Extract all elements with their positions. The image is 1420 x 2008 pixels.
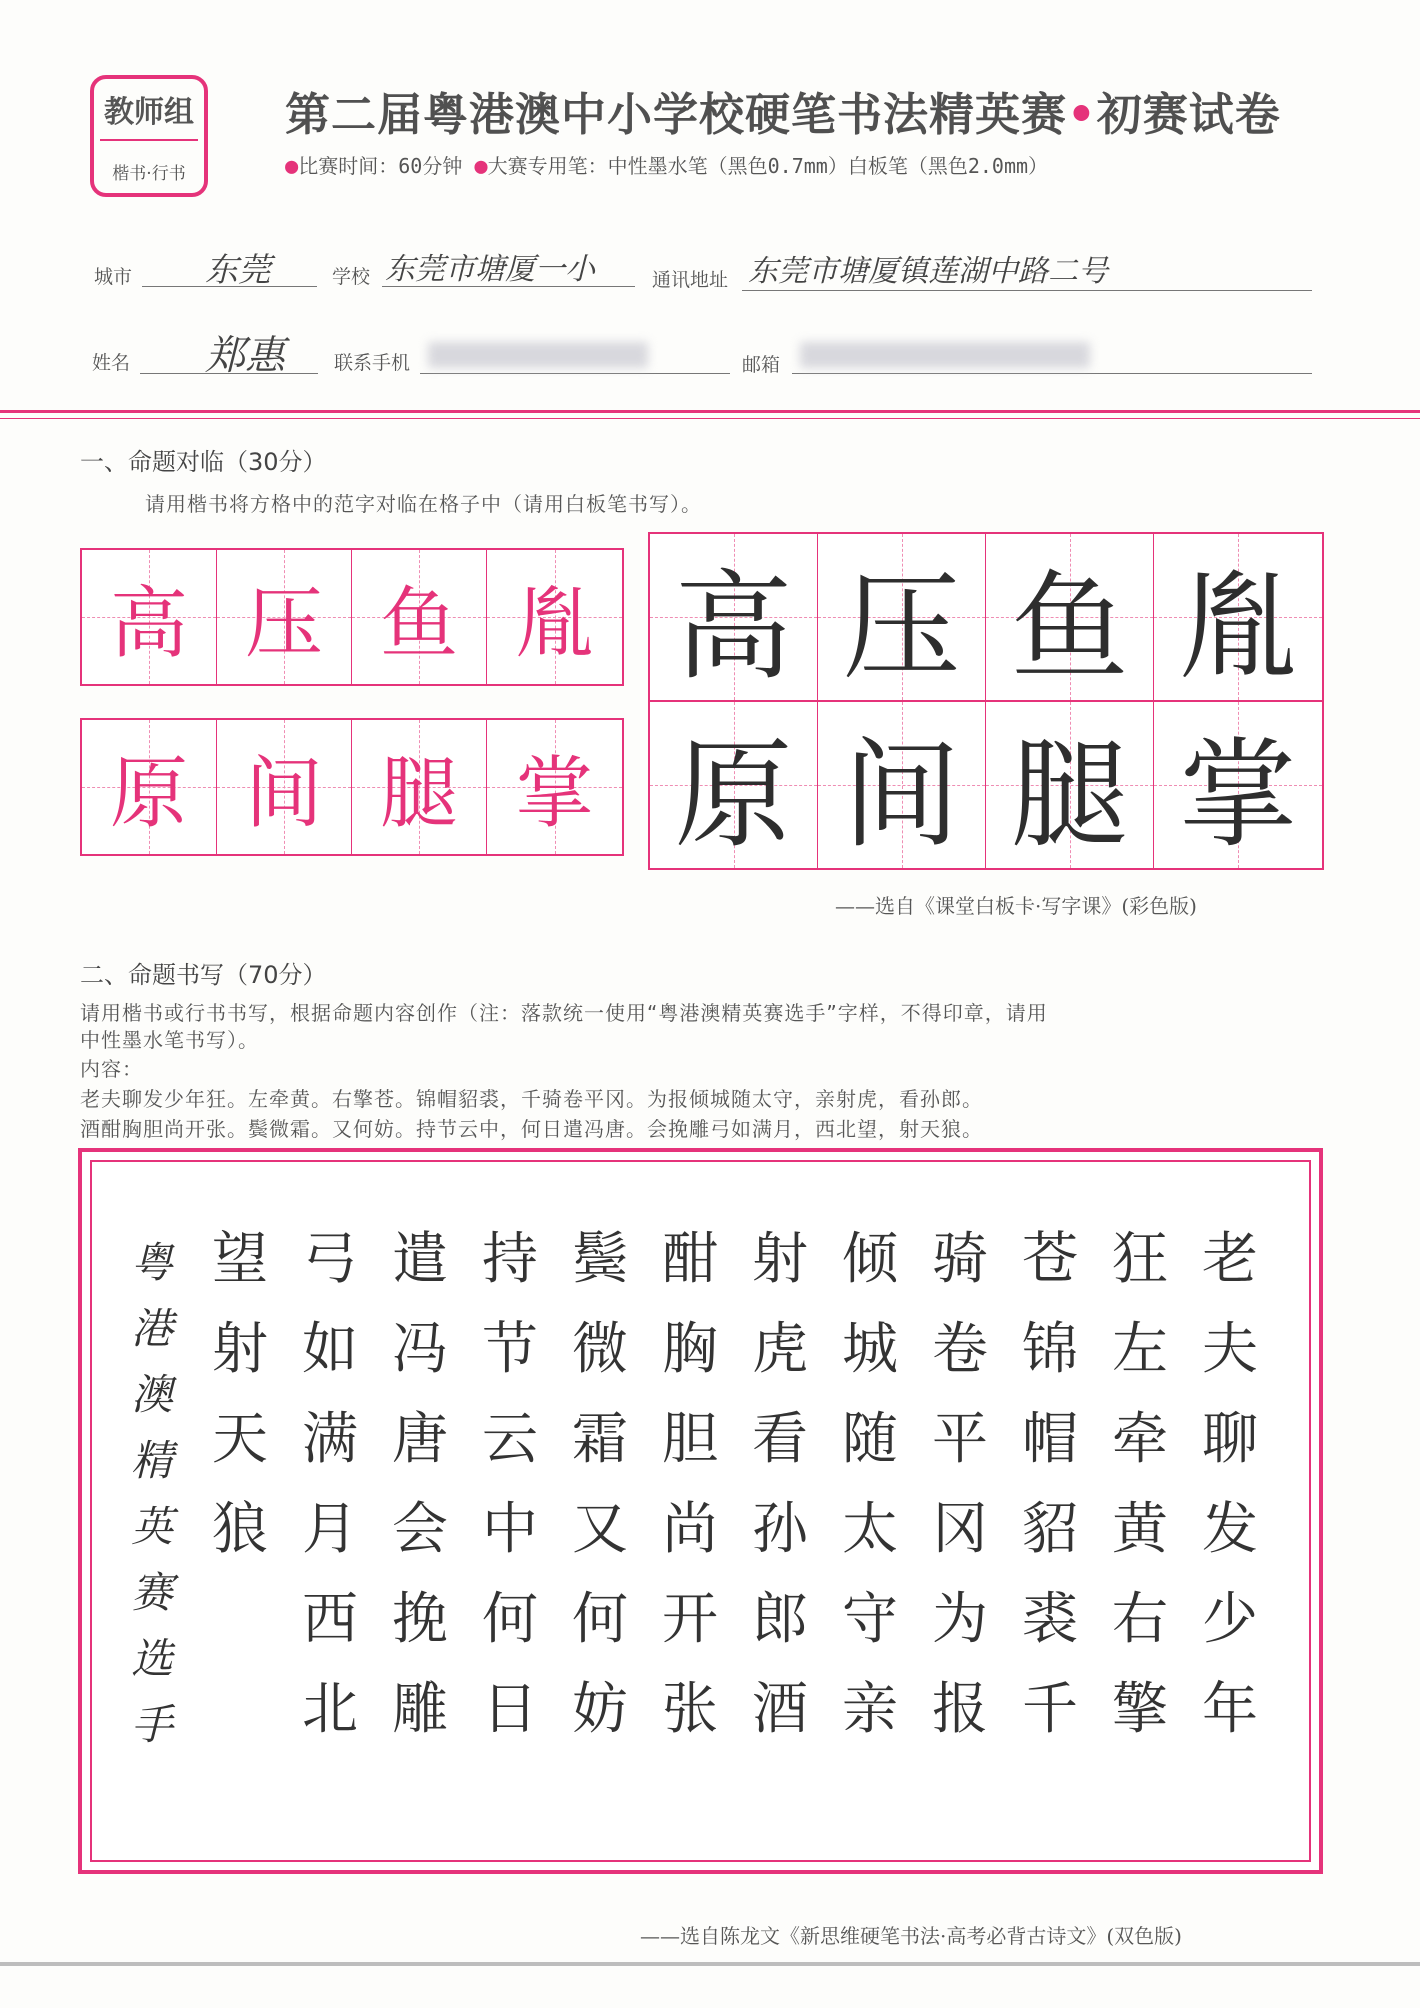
poem-character: 狂 [1112, 1227, 1168, 1292]
poem-character: 酣 [662, 1227, 718, 1292]
poem-character: 唐 [392, 1407, 448, 1472]
poem-character: 又 [572, 1497, 628, 1562]
email-line [792, 373, 1312, 374]
poem-character: 中 [482, 1497, 538, 1562]
title-main: 第二届粤港澳中小学校硬笔书法精英赛 [285, 88, 1068, 141]
poem-character: 西 [302, 1587, 358, 1652]
reference-cell: 压 [217, 550, 352, 684]
poem-column [830, 1215, 910, 1755]
poem-character: 胆 [662, 1407, 718, 1472]
phone-label: 联系手机 [334, 352, 411, 374]
poem-character: 郎 [752, 1587, 808, 1652]
copy-cell[interactable]: 原 [650, 702, 818, 868]
poem-character: 看 [752, 1407, 808, 1472]
poem-character: 持 [482, 1227, 538, 1292]
poem-character: 冯 [392, 1317, 448, 1382]
poem-character: 张 [662, 1677, 718, 1742]
section1-heading: 一、命题对临（30分） [80, 448, 327, 476]
poem-character: 日 [482, 1677, 538, 1742]
poem-character: 如 [302, 1317, 358, 1382]
rule-time: 比赛时间：60分钟 [298, 154, 463, 178]
copy-cell[interactable]: 鱼 [986, 534, 1154, 700]
reference-cell: 高 [82, 550, 217, 684]
reference-cell: 鱼 [352, 550, 487, 684]
signature-character: 港 [130, 1304, 173, 1353]
poem-character: 太 [842, 1497, 898, 1562]
name-value[interactable]: 郑惠 [205, 333, 285, 379]
poem-character: 狼 [212, 1497, 268, 1562]
signature-character: 精 [130, 1436, 173, 1485]
poem-character: 平 [932, 1407, 988, 1472]
poem-character: 射 [212, 1317, 268, 1382]
badge-title: 教师组 [104, 95, 194, 130]
reference-cell: 胤 [487, 550, 622, 684]
section2-instruction-line2: 中性墨水笔书写）。 [80, 1028, 259, 1052]
poem-character: 天 [212, 1407, 268, 1472]
reference-cell: 腿 [352, 720, 487, 854]
poem-column [200, 1215, 280, 1755]
poem-character: 微 [572, 1317, 628, 1382]
poem-character: 为 [932, 1587, 988, 1652]
badge-subtitle: 楷书·行书 [112, 164, 186, 184]
handwritten-poem [200, 1215, 1270, 1755]
bullet-icon: ● [285, 154, 299, 179]
poem-character: 锦 [1022, 1317, 1078, 1382]
section2-heading: 二、命题书写（70分） [80, 961, 327, 989]
poem-column [1010, 1215, 1090, 1755]
page-title [285, 78, 1281, 143]
poem-character: 少 [1202, 1587, 1258, 1652]
poem-character: 苍 [1022, 1227, 1078, 1292]
copy-cell[interactable]: 高 [650, 534, 818, 700]
poem-column [1190, 1215, 1270, 1755]
reference-grid-row2 [80, 718, 624, 856]
poem-character: 虎 [752, 1317, 808, 1382]
contest-rules [285, 150, 1048, 179]
copy-cell[interactable]: 胤 [1154, 534, 1322, 700]
poem-character: 遣 [392, 1227, 448, 1292]
poem-character: 鬓 [572, 1227, 628, 1292]
poem-character: 云 [482, 1407, 538, 1472]
poem-character: 射 [752, 1227, 808, 1292]
poem-character: 开 [662, 1587, 718, 1652]
poem-character: 弓 [302, 1227, 358, 1292]
copy-grid-row1 [648, 532, 1324, 702]
signature-character: 手 [130, 1700, 173, 1749]
poem-character: 夫 [1202, 1317, 1258, 1382]
reference-grid-row1 [80, 548, 624, 686]
section2-instruction-line1: 请用楷书或行书书写，根据命题内容创作（注：落款统一使用“粤港澳精英赛选手”字样，不得印章，请用 [80, 1001, 1048, 1025]
poem-character: 牵 [1112, 1407, 1168, 1472]
poem-character: 胸 [662, 1317, 718, 1382]
signature-character: 英 [130, 1502, 173, 1551]
poem-column [740, 1215, 820, 1755]
poem-character: 黄 [1112, 1497, 1168, 1562]
copy-grid-row2 [648, 700, 1324, 870]
poem-character: 貂 [1022, 1497, 1078, 1562]
poem-character: 孙 [752, 1497, 808, 1562]
poem-character: 酒 [752, 1677, 808, 1742]
city-label: 城市 [94, 266, 133, 288]
poem-character: 挽 [392, 1587, 448, 1652]
poem-column [470, 1215, 550, 1755]
poem-character: 望 [212, 1227, 268, 1292]
poem-character: 右 [1112, 1587, 1168, 1652]
rule-pen: 大赛专用笔：中性墨水笔（黑色0.7mm）白板笔（黑色2.0mm） [487, 154, 1049, 178]
poem-character: 尚 [662, 1497, 718, 1562]
poem-character: 裘 [1022, 1587, 1078, 1652]
content-line2: 酒酣胸胆尚开张。鬓微霜。又何妨。持节云中，何日遣冯唐。会挽雕弓如满月，西北望，射天狼。 [80, 1117, 983, 1141]
poem-character: 老 [1202, 1227, 1258, 1292]
poem-character: 千 [1022, 1677, 1078, 1742]
section1-instruction: 请用楷书将方格中的范字对临在格子中（请用白板笔书写）。 [145, 492, 702, 516]
poem-character: 聊 [1202, 1407, 1258, 1472]
school-value[interactable]: 东莞市塘厦一小 [385, 252, 595, 287]
poem-character: 何 [482, 1587, 538, 1652]
poem-character: 卷 [932, 1317, 988, 1382]
scan-edge [0, 1962, 1420, 1966]
poem-column [1100, 1215, 1180, 1755]
name-label: 姓名 [92, 352, 131, 374]
poem-character: 北 [302, 1677, 358, 1742]
content-label: 内容： [80, 1057, 143, 1081]
poem-character: 守 [842, 1587, 898, 1652]
signature-character: 澳 [130, 1370, 173, 1419]
poem-character: 随 [842, 1407, 898, 1472]
poem-character: 报 [932, 1677, 988, 1742]
poem-column [380, 1215, 460, 1755]
title-sub: 初赛试卷 [1096, 88, 1281, 141]
poem-column [650, 1215, 730, 1755]
poem-character: 何 [572, 1587, 628, 1652]
poem-column [560, 1215, 640, 1755]
poem-column [290, 1215, 370, 1755]
poem-character: 满 [302, 1407, 358, 1472]
badge-divider [100, 139, 198, 141]
section1-source: ——选自《课堂白板卡·写字课》(彩色版) [835, 894, 1197, 918]
header-divider [0, 410, 1420, 413]
poem-character: 年 [1202, 1677, 1258, 1742]
phone-redacted [428, 342, 648, 368]
poem-character: 雕 [392, 1677, 448, 1742]
copy-cell[interactable]: 压 [818, 534, 986, 700]
copy-cell[interactable]: 掌 [1154, 702, 1322, 868]
poem-column [920, 1215, 1000, 1755]
copy-cell[interactable]: 腿 [986, 702, 1154, 868]
poem-character: 冈 [932, 1497, 988, 1562]
poem-character: 霜 [572, 1407, 628, 1472]
signature-character: 选 [130, 1634, 173, 1683]
signature-character: 赛 [130, 1568, 173, 1617]
poem-character: 会 [392, 1497, 448, 1562]
reference-cell: 掌 [487, 720, 622, 854]
reference-cell: 原 [82, 720, 217, 854]
email-redacted [800, 342, 1090, 368]
city-value[interactable]: 东莞 [205, 250, 271, 289]
poem-character: 妨 [572, 1677, 628, 1742]
poem-character: 左 [1112, 1317, 1168, 1382]
content-line1: 老夫聊发少年狂。左牵黄。右擎苍。锦帽貂裘，千骑卷平冈。为报倾城随太守，亲射虎，看孙郎。 [80, 1087, 983, 1111]
address-line [742, 290, 1312, 291]
poem-character: 月 [302, 1497, 358, 1562]
poem-character: 倾 [842, 1227, 898, 1292]
copy-cell[interactable]: 间 [818, 702, 986, 868]
poem-character: 擎 [1112, 1677, 1168, 1742]
reference-cell: 间 [217, 720, 352, 854]
signature-column [122, 1230, 182, 1758]
poem-character: 发 [1202, 1497, 1258, 1562]
school-label: 学校 [332, 266, 371, 288]
group-badge [90, 75, 208, 197]
header-divider-thin [0, 418, 1420, 419]
bullet-icon: ● [474, 154, 488, 179]
poem-character: 亲 [842, 1677, 898, 1742]
poem-character: 骑 [932, 1227, 988, 1292]
email-label: 邮箱 [742, 354, 781, 376]
signature-character: 粤 [130, 1238, 173, 1287]
address-label: 通讯地址 [652, 269, 729, 291]
poem-character: 城 [842, 1317, 898, 1382]
phone-line [420, 373, 730, 374]
section2-source: ——选自陈龙文《新思维硬笔书法·高考必背古诗文》(双色版) [640, 1924, 1182, 1948]
poem-character: 帽 [1022, 1407, 1078, 1472]
title-dot: • [1067, 88, 1097, 141]
poem-character: 节 [482, 1317, 538, 1382]
address-value[interactable]: 东莞市塘厦镇莲湖中路二号 [748, 254, 1108, 289]
